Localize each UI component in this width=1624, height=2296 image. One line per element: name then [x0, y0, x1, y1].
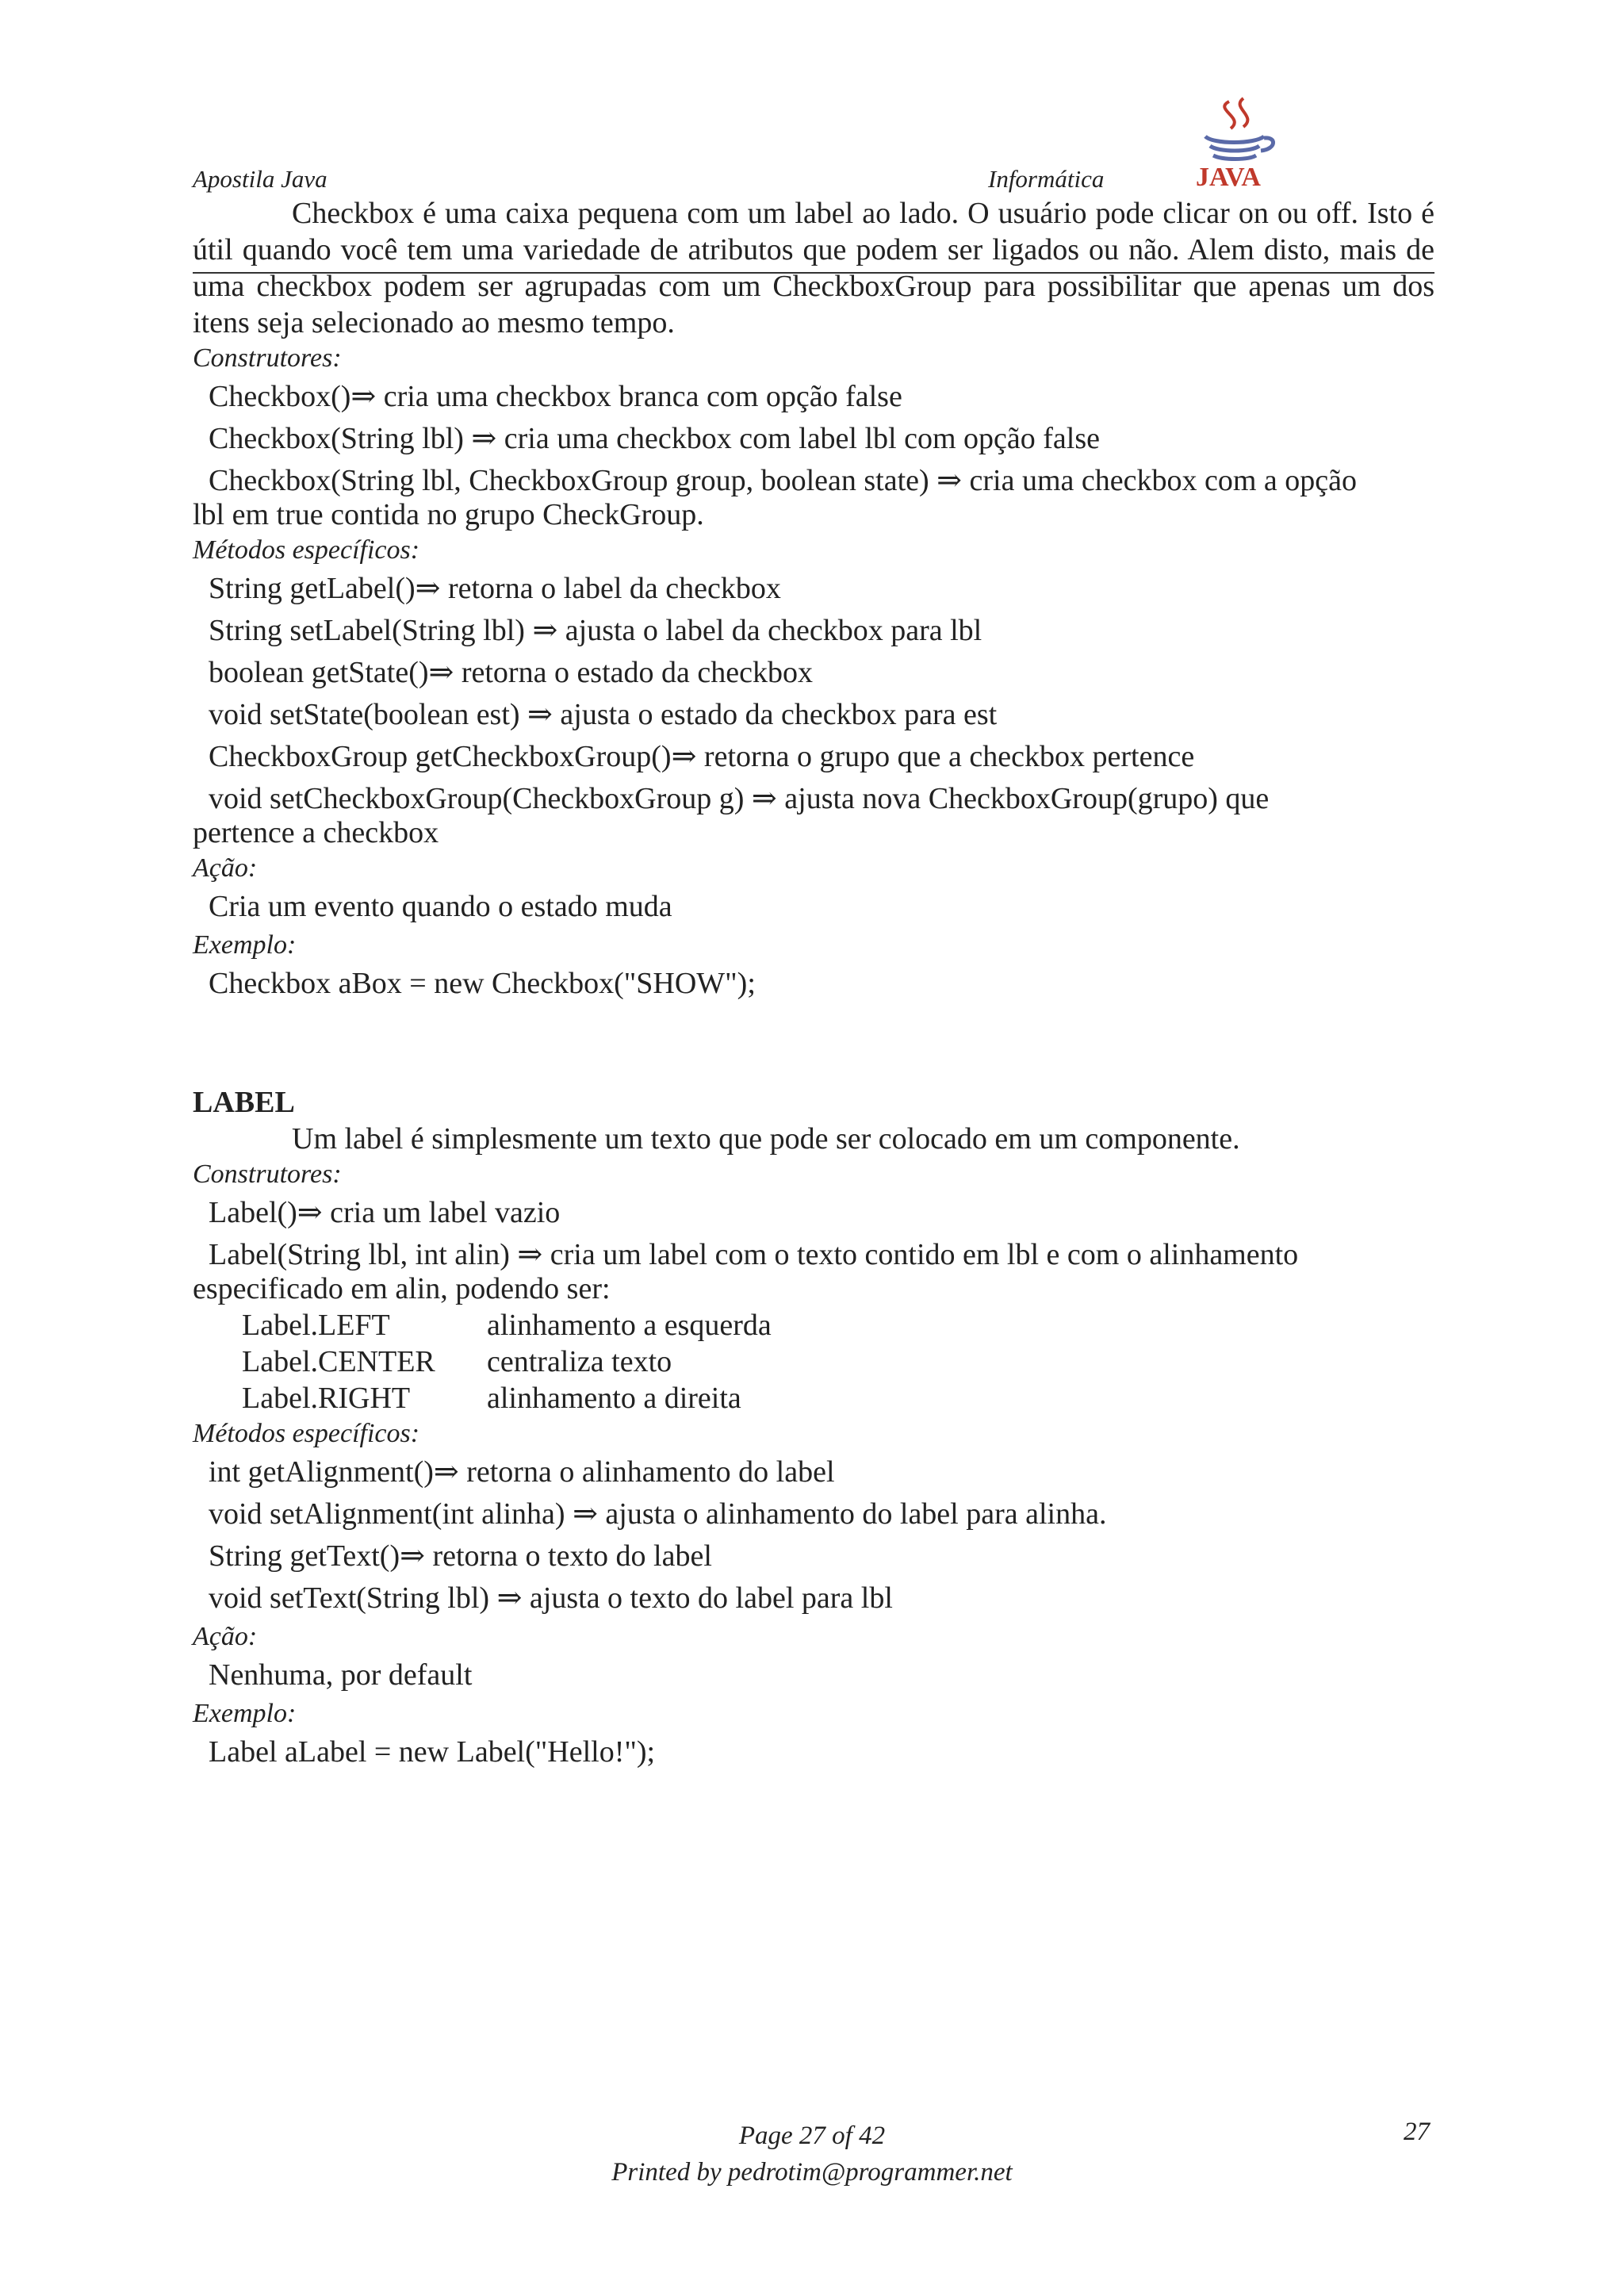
checkbox-method: boolean getState()⇒ retorna o estado da checkbox: [209, 656, 813, 689]
alignment-desc: centraliza texto: [487, 1345, 672, 1378]
label-example-label: Exemplo:: [193, 1699, 297, 1728]
label-method: void setText(String lbl) ⇒ ajusta o texto do label para lbl: [209, 1581, 893, 1615]
label-heading: LABEL: [193, 1086, 295, 1119]
label-method: int getAlignment()⇒ retorna o alinhamento do label: [209, 1455, 835, 1489]
label-constructor: Label(String lbl, int alin) ⇒ cria um label com o texto contido em lbl e com o alinhamento: [209, 1238, 1299, 1271]
checkbox-intro: Checkbox é uma caixa pequena com um label ao lado. O usuário pode clicar on ou off. Isto é útil quando você tem uma variedade de atributos que podem ser ligados ou não. Alem disto, mais de uma checkbox podem ser agrupadas com um CheckboxGroup para possibilitar que apenas um dos itens seja selecionado ao mesmo tempo.: [193, 197, 1434, 339]
checkbox-methods-label: Métodos específicos:: [193, 535, 420, 565]
alignment-row: [193, 1343, 1434, 1380]
checkbox-constructor: Checkbox()⇒ cria uma checkbox branca com opção false: [209, 380, 902, 413]
label-constructor-continuation: especificado em alin, podendo ser:: [193, 1272, 611, 1305]
alignment-key: Label.LEFT: [242, 1309, 390, 1342]
java-logo: [1182, 94, 1293, 190]
checkbox-constructor: Checkbox(String lbl) ⇒ cria uma checkbox com label lbl com opção false: [209, 422, 1100, 455]
header-center: Informática: [988, 165, 1105, 193]
checkbox-constructor-continuation: lbl em true contida no grupo CheckGroup.: [193, 498, 704, 531]
header-left: Apostila Java: [193, 165, 327, 193]
alignment-desc: alinhamento a esquerda: [487, 1309, 772, 1342]
checkbox-method-continuation: pertence a checkbox: [193, 816, 439, 849]
document-body: [193, 195, 1434, 1773]
label-method: void setAlignment(int alinha) ⇒ ajusta o alinhamento do label para alinha.: [209, 1497, 1107, 1531]
checkbox-method: String setLabel(String lbl) ⇒ ajusta o label da checkbox para lbl: [209, 614, 982, 647]
alignment-key: Label.RIGHT: [242, 1382, 411, 1415]
checkbox-constructors-label: Construtores:: [193, 343, 342, 373]
label-constructors-label: Construtores:: [193, 1159, 342, 1189]
page-number: 27: [1404, 2118, 1430, 2146]
label-action: Nenhuma, por default: [209, 1658, 473, 1692]
label-action-label: Ação:: [193, 1622, 258, 1651]
label-methods-label: Métodos específicos:: [193, 1419, 420, 1448]
alignment-row: [193, 1307, 1434, 1343]
checkbox-example-label: Exemplo:: [193, 930, 297, 960]
alignment-key: Label.CENTER: [242, 1345, 435, 1378]
alignment-desc: alinhamento a direita: [487, 1382, 741, 1415]
checkbox-action: Cria um evento quando o estado muda: [209, 890, 672, 923]
footer: [0, 2118, 1624, 2191]
logo-lettering: JAVA: [1196, 163, 1261, 190]
checkbox-method: void setState(boolean est) ⇒ ajusta o estado da checkbox para est: [209, 698, 998, 731]
label-constructor: Label()⇒ cria um label vazio: [209, 1196, 561, 1229]
checkbox-method: CheckboxGroup getCheckboxGroup()⇒ retorna o grupo que a checkbox pertence: [209, 740, 1195, 773]
checkbox-constructor: Checkbox(String lbl, CheckboxGroup group, boolean state) ⇒ cria uma checkbox com a opção: [209, 464, 1357, 497]
footer-page: Page 27 of 42: [738, 2122, 886, 2150]
checkbox-action-label: Ação:: [193, 853, 258, 883]
checkbox-example: Checkbox aBox = new Checkbox("SHOW");: [209, 967, 756, 1000]
alignment-row: [193, 1380, 1434, 1416]
label-method: String getText()⇒ retorna o texto do label: [209, 1539, 712, 1573]
label-intro: Um label é simplesmente um texto que pode ser colocado em um componente.: [292, 1122, 1240, 1156]
footer-printed: Printed by pedrotim@programmer.net: [611, 2158, 1013, 2187]
label-example: Label aLabel = new Label("Hello!");: [209, 1735, 656, 1769]
checkbox-method: String getLabel()⇒ retorna o label da checkbox: [209, 572, 781, 605]
checkbox-method: void setCheckboxGroup(CheckboxGroup g) ⇒ ajusta nova CheckboxGroup(grupo) que: [209, 782, 1270, 815]
